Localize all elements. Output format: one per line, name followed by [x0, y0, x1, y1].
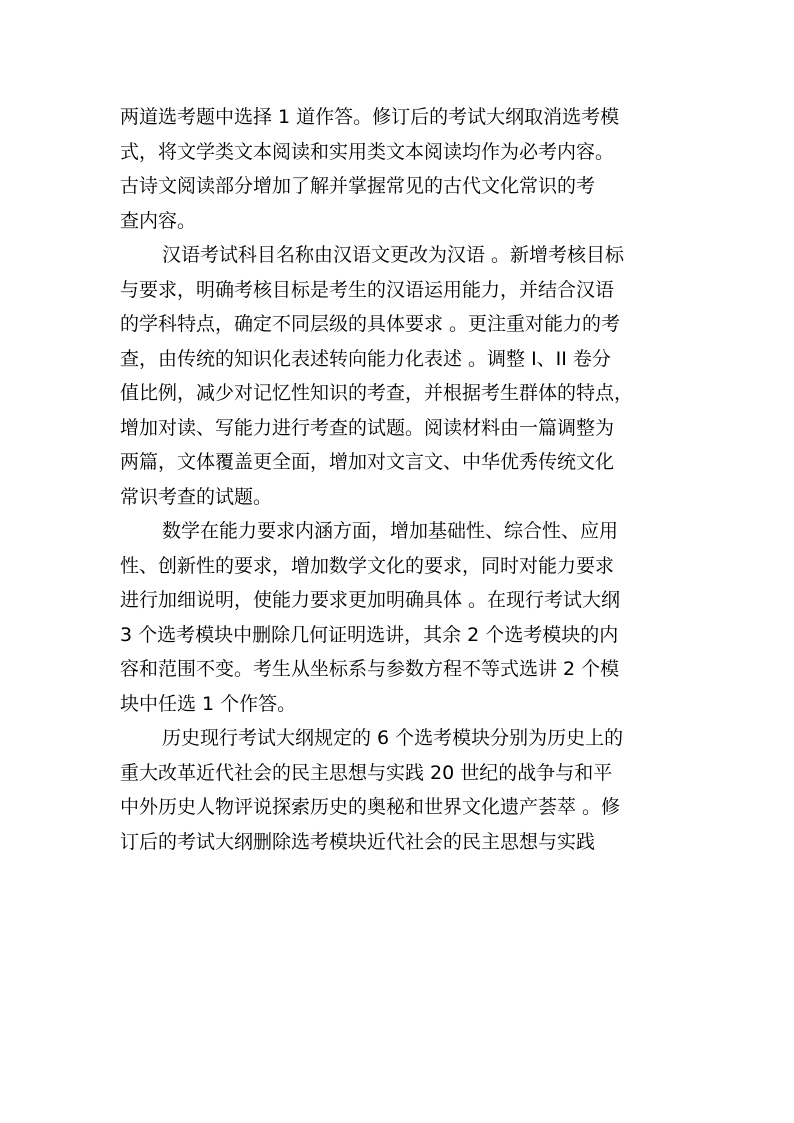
text-line: 块中任选 1 个作答。 — [120, 692, 297, 715]
document-body — [120, 100, 680, 859]
text-line: 重大改革近代社会的民主思想与实践 20 世纪的战争与和平 — [120, 761, 613, 784]
text-line: 3 个选考模块中删除几何证明选讲，其余 2 个选考模块的内 — [120, 623, 619, 646]
text-line: 中外历史人物评说探索历史的奥秘和世界文化遗产荟萃 。修 — [120, 796, 621, 818]
paragraph-3 — [120, 514, 680, 721]
text-line: 性、创新性的要求，增加数学文化的要求，同时对能力要求 — [120, 554, 615, 577]
text-line: 汉语考试科目名称由汉语文更改为汉语 。新增考核目标 — [162, 244, 625, 266]
text-line: 的学科特点，确定不同层级的具体要求 。更注重对能力的考 — [120, 313, 621, 335]
text-line: 与要求，明确考核目标是考生的汉语运用能力，并结合汉语 — [120, 278, 615, 301]
text-line: 进行加细说明，使能力要求更加明确具体 。在现行考试大纲 — [120, 589, 621, 611]
text-line: 古诗文阅读部分增加了解并掌握常见的古代文化常识的考 — [120, 175, 596, 197]
paragraph-1 — [120, 100, 680, 238]
text-line: 式，将文学类文本阅读和实用类文本阅读均作为必考内容。 — [120, 140, 615, 163]
text-line: 两篇，文体覆盖更全面，增加对文言文、中华优秀传统文化 — [120, 451, 615, 473]
text-line: 历史现行考试大纲规定的 6 个选考模块分别为历史上的 — [162, 727, 624, 749]
text-line: 数学在能力要求内涵方面，增加基础性、综合性、应用 — [162, 520, 619, 542]
text-line: 常识考查的试题。 — [120, 485, 273, 508]
text-line: 订后的考试大纲删除选考模块近代社会的民主思想与实践 — [120, 830, 596, 853]
text-line: 查，由传统的知识化表述转向能力化表述 。调整 I、II 卷分 — [120, 347, 611, 370]
text-line: 值比例，减少对记忆性知识的考查，并根据考生群体的特点， — [120, 382, 634, 404]
paragraph-4 — [120, 721, 680, 859]
text-line: 增加对读、写能力进行考查的试题。阅读材料由一篇调整为 — [120, 416, 615, 439]
paragraph-2 — [120, 238, 680, 514]
text-line: 查内容。 — [120, 209, 197, 232]
text-line: 容和范围不变。考生从坐标系与参数方程不等式选讲 2 个模 — [120, 658, 620, 680]
text-line: 两道选考题中选择 1 道作答。修订后的考试大纲取消选考模 — [120, 106, 620, 128]
